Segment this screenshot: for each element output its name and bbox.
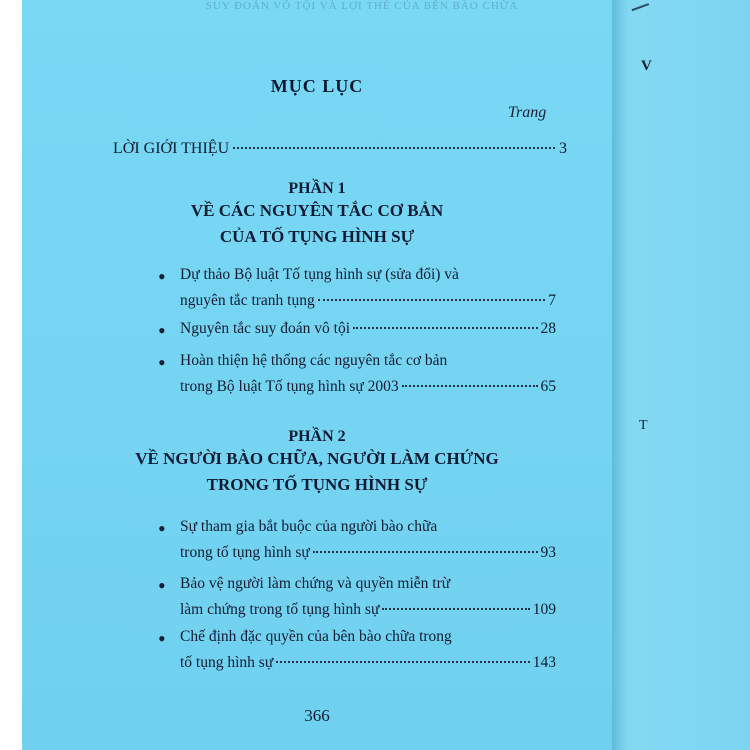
entry-page: 143	[532, 654, 556, 671]
toc-entry[interactable]	[180, 262, 556, 314]
part-1-title-line-1: VỀ CÁC NGUYÊN TẮC CƠ BẢN	[190, 201, 444, 220]
toc-entry-intro	[113, 140, 567, 158]
bullet-icon: •	[158, 264, 166, 289]
bullet-icon: •	[158, 626, 166, 651]
entry-text: Bảo vệ người làm chứng và quyền miễn trừ	[180, 575, 451, 592]
entry-text: Dự thảo Bộ luật Tố tụng hình sự (sửa đổi) và	[180, 266, 459, 283]
entry-text: Nguyên tắc suy đoán vô tội	[180, 320, 351, 337]
dot-leader	[233, 147, 555, 149]
entry-page: 109	[532, 601, 556, 618]
toc-entry[interactable]	[180, 514, 556, 566]
dot-leader	[353, 327, 537, 329]
bullet-icon: •	[158, 350, 166, 375]
entry-text: trong Bộ luật Tố tụng hình sự 2003	[180, 378, 399, 395]
entry-page: 7	[548, 292, 556, 309]
page-number: 366	[304, 706, 330, 725]
dot-leader	[402, 385, 538, 387]
part-2-title-line-2: TRONG TỐ TỤNG HÌNH SỰ	[206, 475, 428, 494]
entry-text: làm chứng trong tố tụng hình sự	[180, 601, 380, 618]
right-page-letter-top: V	[641, 58, 652, 74]
entry-text: tố tụng hình sự	[180, 654, 274, 671]
intro-page: 3	[559, 140, 567, 157]
entry-page: 28	[540, 320, 556, 337]
entry-page: 93	[540, 544, 556, 561]
entry-text: Chế định đặc quyền của bên bào chữa trong	[180, 628, 452, 645]
bullet-icon: •	[158, 573, 166, 598]
part-2-number: PHẦN 2	[288, 428, 346, 445]
part-1-title-line-2: CỦA TỐ TỤNG HÌNH SỰ	[219, 227, 415, 246]
toc-entry[interactable]	[180, 624, 556, 676]
toc-entry[interactable]	[180, 348, 556, 400]
dot-leader	[313, 551, 538, 553]
dot-leader	[318, 299, 546, 301]
dot-leader	[382, 608, 529, 610]
bullet-icon: •	[158, 318, 166, 343]
entry-text: nguyên tắc tranh tụng	[180, 292, 315, 309]
part-2-heading	[22, 428, 612, 498]
dot-leader	[276, 661, 530, 663]
bullet-icon: •	[158, 516, 166, 541]
right-page	[612, 0, 750, 750]
part-1-number: PHẦN 1	[288, 180, 346, 197]
page-column-label: Trang	[508, 104, 547, 121]
entry-text: Sự tham gia bắt buộc của người bào chữa	[180, 518, 438, 535]
entry-page: 65	[540, 378, 556, 395]
toc-entry[interactable]	[180, 316, 556, 342]
running-header: SUY ĐOÁN VÔ TỘI VÀ LỢI THẾ CỦA BÊN BÀO CHỮA	[205, 0, 519, 12]
part-2-title-line-1: VỀ NGƯỜI BÀO CHỮA, NGƯỜI LÀM CHỨNG	[135, 449, 499, 468]
intro-label: LỜI GIỚI THIỆU	[113, 140, 230, 157]
right-page-letter-mid: T	[639, 418, 648, 433]
entry-text: trong tố tụng hình sự	[180, 544, 310, 561]
toc-entry[interactable]	[180, 571, 556, 623]
part-1-heading	[22, 180, 612, 250]
toc-title: MỤC LỤC	[270, 76, 364, 96]
entry-text: Hoàn thiện hệ thống các nguyên tắc cơ bản	[180, 352, 448, 369]
